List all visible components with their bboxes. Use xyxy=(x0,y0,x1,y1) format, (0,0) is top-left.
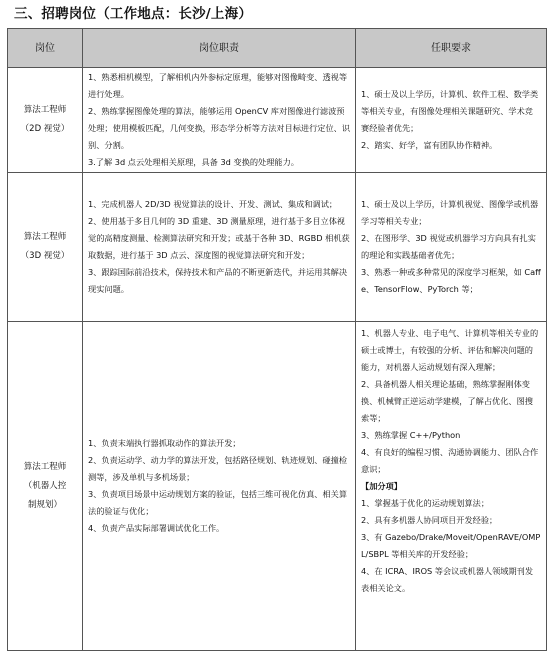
requirement-item: 1、机器人专业、电子电气、计算机等相关专业的硕士或博士，有较强的分析、评估和解决问题的能力，对机器人运动规划有深入理解； xyxy=(361,328,539,372)
bonus-item: 1、掌握基于优化的运动规划算法； xyxy=(361,498,490,508)
position-line: 算法工程师 xyxy=(23,232,67,242)
position-line: （2D 视觉） xyxy=(20,124,70,134)
table-row xyxy=(8,68,547,173)
position-cell xyxy=(8,173,83,322)
duty-item: 1、熟悉相机模型，了解相机内外参标定原理，能够对图像畸变、透视等进行处理。 xyxy=(88,72,348,99)
duty-item: 4、负责产品实际部署调试优化工作。 xyxy=(88,523,225,533)
requirement-item: 3、熟悉一种或多种常见的深度学习框架，如 Caffe、TensorFlow、PyTorch 等； xyxy=(361,267,541,294)
position-line: 算法工程师 xyxy=(23,105,67,115)
section-heading: 三、招聘岗位（工作地点：长沙/上海） xyxy=(14,6,253,22)
header-requirements: 任职要求 xyxy=(356,29,547,68)
duties-cell xyxy=(83,322,356,651)
table-row xyxy=(8,173,547,322)
duty-item: 3.了解 3d 点云处理相关原理，具备 3d 变换的处理能力。 xyxy=(88,157,299,167)
job-table xyxy=(7,28,547,651)
requirement-item: 3、熟练掌握 C++/Python xyxy=(361,430,461,440)
duty-item: 2、负责运动学、动力学的算法开发，包括路径规划、轨迹规划、碰撞检测等，涉及单机与多机场景； xyxy=(88,455,348,482)
requirement-item: 1、硕士及以上学历，计算机视觉、图像学或机器学习等相关专业； xyxy=(361,199,539,226)
requirement-item: 4、有良好的编程习惯、沟通协调能力、团队合作意识； xyxy=(361,447,539,474)
table-header-row xyxy=(8,29,547,68)
bonus-item: 2、具有多机器人协同项目开发经验； xyxy=(361,515,498,525)
bonus-title: 【加分项】 xyxy=(361,481,402,491)
duty-item: 1、完成机器人 2D/3D 视觉算法的设计、开发、测试、集成和调试； xyxy=(88,199,338,209)
header-position: 岗位 xyxy=(8,29,83,68)
requirement-item: 1、硕士及以上学历，计算机、软件工程、数学类等相关专业，有图像处理相关课题研究、学术竞赛经验者优先； xyxy=(361,89,539,133)
position-line: （3D 视觉） xyxy=(20,251,70,261)
position-line: （机器人控 xyxy=(23,480,67,491)
duty-item: 2、使用基于多目几何的 3D 重建、3D 测量原理，进行基于多目立体视觉的高精度测量、检测算法研究和开发；或基于各种 3D、RGBD 相机获取数据，进行基于 3D 点云、深度图的视觉算法研究和开发； xyxy=(88,216,350,260)
duty-item: 3、跟踪国际前沿技术，保持技术和产品的不断更新迭代，并运用其解决现实问题。 xyxy=(88,267,348,294)
requirement-item: 2、具备机器人相关理论基础，熟练掌握刚体变换、机械臂正逆运动学建模，了解占优化、图搜索等； xyxy=(361,379,533,423)
position-line: 算法工程师 xyxy=(23,461,67,472)
position-line: 制规划） xyxy=(27,499,62,510)
duty-item: 1、负责末端执行器抓取动作的算法开发； xyxy=(88,438,241,448)
bonus-item: 3、有 Gazebo/Drake/Moveit/OpenRAVE/OMPL/SBPL 等相关库的开发经验； xyxy=(361,532,541,559)
header-duties: 岗位职责 xyxy=(83,29,356,68)
requirements-cell xyxy=(356,68,547,173)
duties-cell xyxy=(83,68,356,173)
duties-cell xyxy=(83,173,356,322)
requirement-item: 2、踏实、好学，富有团队协作精神。 xyxy=(361,140,498,150)
duty-item: 2、熟练掌握图像处理的算法，能够运用 OpenCV 库对图像进行滤波预处理；使用模板匹配，几何变换，形态学分析等方法对目标进行定位、识别、分割。 xyxy=(88,106,351,150)
position-cell xyxy=(8,322,83,651)
requirements-cell xyxy=(356,173,547,322)
requirements-cell xyxy=(356,322,547,651)
bonus-item: 4、在 ICRA、IROS 等会议或机器人领域期刊发表相关论文。 xyxy=(361,566,534,593)
position-cell xyxy=(8,68,83,173)
table-row xyxy=(8,322,547,651)
duty-item: 3、负责项目场景中运动规划方案的验证，包括三维可视化仿真、相关算法的验证与优化； xyxy=(88,489,348,516)
requirement-item: 2、在图形学、3D 视觉或机器学习方向具有扎实的理论和实践基础者优先； xyxy=(361,233,536,260)
